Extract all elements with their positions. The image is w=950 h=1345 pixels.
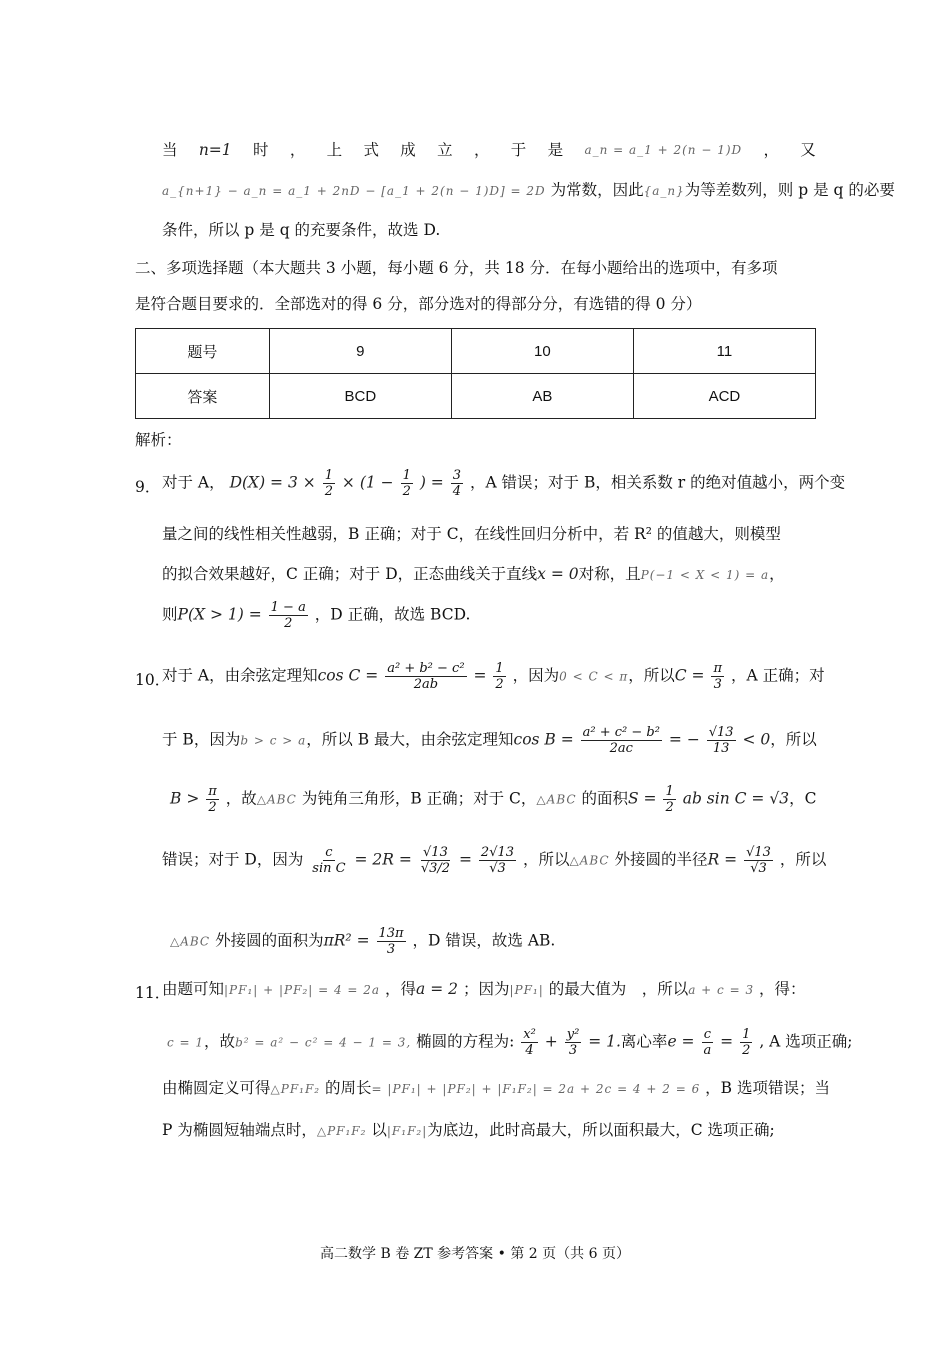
text: 则 [162, 605, 178, 624]
formula: |F₁F₂| [386, 1124, 428, 1138]
fraction [740, 1027, 752, 1058]
intro-word: n=1 [198, 141, 232, 159]
q10-line-3 [170, 784, 824, 815]
text: , A 选项正确; [759, 1032, 853, 1051]
text: 对于 A，由余弦定理知 [162, 666, 318, 685]
formula: × (1 − [341, 473, 394, 492]
triangle-symbol: △PF₁F₂ [316, 1124, 367, 1138]
q10-line-4 [162, 845, 827, 876]
numerator: π [208, 784, 217, 799]
text: 对称，且 [578, 565, 641, 583]
q10-line-2 [162, 725, 816, 756]
text: ，C [789, 789, 817, 808]
text: ，所以 [770, 730, 817, 749]
intro-word: 又 [800, 141, 816, 159]
text: ，所以 [628, 666, 675, 685]
numerator: a² + b² − c² [387, 661, 465, 676]
q9-line-3 [162, 562, 816, 587]
formula: B > [170, 789, 200, 808]
triangle-symbol: △ABC [569, 853, 610, 868]
section-2-instructions: 是符合题目要求的．全部选对的得 6 分，部分选对的得部分分，有选错的得 0 分） [135, 295, 702, 313]
triangle-symbol: △ABC [256, 792, 297, 807]
intro-word: ， [763, 141, 779, 159]
text: 的最大值为 ，所以 [548, 980, 689, 998]
text: 椭圆的方程为: [416, 1032, 515, 1051]
fraction [744, 845, 773, 876]
numerator: 1 [324, 468, 333, 483]
q10-line-5 [170, 926, 824, 957]
numerator: 1 [742, 1027, 751, 1042]
text: 的拟合效果越好，C 正确；对于 D，正态曲线关于直线 [162, 565, 538, 583]
formula: = |PF₁| + |PF₂| + |F₁F₂| = 2a + 2c = 4 + 2 = 6 [371, 1082, 701, 1096]
intro-line-2 [162, 178, 895, 203]
text: 的面积 [581, 789, 628, 808]
fraction [451, 468, 463, 499]
text: 为等差数列，则 p 是 q 的必要 [684, 181, 895, 199]
intro-word: 时 [252, 141, 269, 159]
q10-line-1 [162, 661, 825, 692]
denominator: sin C [312, 861, 346, 876]
formula: b² = a² − c² = 4 − 1 = 3, [235, 1035, 412, 1050]
q11-line-1 [162, 977, 816, 1002]
q11-line-2 [167, 1027, 853, 1058]
formula: = [473, 666, 487, 685]
formula: 0 < C < π [559, 669, 629, 684]
denominator: 3 [386, 942, 396, 957]
denominator: √3/2 [420, 861, 451, 876]
answer-label: 答案 [136, 374, 270, 419]
text: 为底边，此时高最大，所以面积最大，C 选项正确; [427, 1121, 775, 1139]
formula: < 0 [742, 730, 771, 749]
text: ， [769, 565, 785, 583]
fraction [663, 784, 675, 815]
header-label: 题号 [136, 329, 270, 374]
numerator: 3 [452, 468, 461, 483]
analysis-label: 解析： [135, 431, 182, 449]
q9-line-4 [162, 600, 816, 631]
text: 于 B，因为 [162, 730, 241, 749]
fraction [707, 725, 736, 756]
fraction [310, 845, 347, 876]
numerator: π [713, 661, 723, 676]
formula: R = [707, 850, 738, 869]
text: ，故 [225, 789, 257, 808]
denominator: 2 [324, 484, 333, 499]
denominator: a [703, 1043, 712, 1058]
q9-number: 9． [135, 478, 161, 496]
question-number: 11 [633, 329, 815, 374]
text: ，得 [385, 980, 417, 998]
text: ；因为 [462, 980, 510, 998]
formula: c = 1 [167, 1035, 205, 1050]
formula: P(−1 < X < 1) = a [640, 568, 770, 582]
formula: |PF₁| [509, 983, 544, 997]
fraction [377, 926, 406, 957]
numerator: x² [523, 1027, 536, 1042]
fraction [479, 845, 516, 876]
triangle-symbol: △ABC [536, 792, 577, 807]
denominator: 2 [665, 800, 674, 815]
formula: b > c > a [240, 733, 307, 748]
fraction [385, 661, 466, 692]
numerator: 1 − a [270, 600, 306, 615]
denominator: √3 [750, 861, 767, 876]
triangle-symbol: △ABC [170, 934, 211, 949]
intro-word: ， [289, 141, 306, 159]
denominator: 2 [742, 1043, 751, 1058]
text: 的周长 [325, 1079, 372, 1097]
table-row-answers [136, 374, 816, 419]
fraction [206, 784, 219, 815]
denominator: 3 [568, 1043, 578, 1058]
answer-table [135, 328, 816, 419]
text: ，得： [759, 980, 806, 998]
numerator: √13 [746, 845, 771, 860]
formula: = − [668, 730, 700, 749]
formula: + [544, 1032, 558, 1051]
formula: = [720, 1032, 734, 1051]
fraction [323, 468, 335, 499]
formula: cos C = [317, 666, 379, 685]
text: 为钝角三角形，B 正确；对于 C， [301, 789, 537, 808]
numerator: √13 [423, 845, 448, 860]
text: ，A 错误；对于 B，相关系数 r 的绝对值越小，两个变 [469, 473, 846, 492]
text: 对于 A， [162, 473, 225, 492]
q9-line-2: 量之间的线性相关性越弱，B 正确；对于 C，在线性回归分析中，若 R² 的值越大，则模型 [162, 525, 781, 543]
text: 外接圆的半径 [614, 850, 708, 869]
denominator: √3 [489, 861, 506, 876]
text: ，D 错误，故选 AB. [412, 931, 556, 950]
answer-value: BCD [269, 374, 451, 419]
text: ，因为 [512, 666, 560, 685]
page-footer: 高二数学 B 卷 ZT 参考答案 • 第 2 页（共 6 页） [320, 1246, 630, 1262]
denominator: 4 [525, 1043, 534, 1058]
answer-value: AB [451, 374, 633, 419]
fraction [401, 468, 413, 499]
text: ，D 正确，故选 BCD. [314, 605, 471, 624]
intro-word: a_n = a_1 + 2(n − 1)D [584, 143, 743, 157]
denominator: 13 [712, 741, 730, 756]
formula: = [458, 850, 472, 869]
denominator: 2 [284, 616, 293, 631]
denominator: 2ab [413, 677, 439, 692]
text: ，B 选项错误；当 [705, 1079, 830, 1097]
question-number: 9 [269, 329, 451, 374]
fraction [581, 725, 662, 756]
numerator: √13 [708, 725, 734, 740]
formula: |PF₁| + |PF₂| = 4 = 2a [224, 983, 381, 997]
question-number: 10 [451, 329, 633, 374]
sequence-symbol: {a_n} [643, 184, 685, 198]
intro-word: 于 [510, 141, 527, 159]
denominator: 2ac [609, 741, 633, 756]
answer-value: ACD [633, 374, 815, 419]
fraction [521, 1027, 538, 1058]
q11-number: 11． [135, 984, 171, 1002]
intro-word: 成 [400, 141, 416, 159]
numerator: 2√13 [480, 845, 515, 860]
text: ，所以 [522, 850, 570, 869]
text: ，所以 B 最大，由余弦定理知 [306, 730, 514, 749]
denominator: 2 [208, 800, 217, 815]
numerator: 1 [495, 661, 504, 676]
fraction [269, 600, 308, 631]
numerator: 1 [402, 468, 411, 483]
formula: D(X) = 3 × [229, 473, 316, 492]
intro-word: ， [473, 141, 490, 159]
fraction [711, 661, 724, 692]
text: ，所以 [779, 850, 827, 869]
intro-word: 上 [326, 141, 343, 159]
q11-line-3 [162, 1076, 830, 1101]
fraction [701, 1027, 713, 1058]
formula: πR² = [323, 931, 370, 950]
text: 以 [371, 1121, 387, 1139]
formula: S = [628, 789, 657, 808]
q11-line-4 [162, 1118, 816, 1143]
numerator: 13π [378, 926, 404, 941]
formula: a + c = 3 [688, 983, 755, 997]
section-2-title: 二、多项选择题（本大题共 3 小题，每小题 6 分，共 18 分．在每小题给出的选项中，有多项 [135, 259, 778, 277]
text: 错误；对于 D，因为 [162, 850, 304, 869]
sequence-difference-formula: a_{n+1} − a_n = a_1 + 2nD − [a_1 + 2(n − 1)D] = 2D [162, 184, 546, 198]
formula: a = 2 [416, 980, 458, 998]
text: ，A 正确；对 [730, 666, 825, 685]
formula: x = 0 [537, 565, 579, 583]
formula: e = [667, 1032, 695, 1051]
text: ，故 [204, 1032, 236, 1051]
formula: ab sin C = √3 [682, 789, 790, 808]
formula: P(X > 1) = [177, 605, 262, 624]
denominator: 2 [402, 484, 411, 499]
intro-word: 式 [363, 141, 379, 159]
intro-line-1 [162, 138, 816, 162]
numerator: c [703, 1027, 711, 1042]
denominator: 2 [495, 677, 504, 692]
fraction [565, 1027, 582, 1058]
text: 由题可知 [162, 980, 225, 998]
formula: C = [674, 666, 705, 685]
formula: ) = [419, 473, 444, 492]
intro-word: 当 [162, 141, 178, 159]
numerator: 1 [665, 784, 674, 799]
denominator: 3 [713, 677, 722, 692]
formula: = 2R = [354, 850, 412, 869]
q9-line-1 [162, 468, 846, 499]
formula: = 1. [588, 1032, 621, 1051]
numerator: y² [566, 1027, 580, 1042]
q10-number: 10． [135, 671, 171, 689]
fraction [419, 845, 452, 876]
text: 离心率 [620, 1032, 668, 1051]
formula: cos B = [513, 730, 574, 749]
text: 由椭圆定义可得 [162, 1079, 271, 1097]
text: P 为椭圆短轴端点时， [162, 1121, 317, 1139]
fraction [493, 661, 505, 692]
text: 为常数，因此 [550, 181, 644, 199]
numerator: c [325, 845, 333, 860]
triangle-symbol: △PF₁F₂ [270, 1082, 321, 1096]
intro-word: 立 [437, 141, 453, 159]
text: 外接圆的面积为 [215, 931, 324, 950]
table-row-header [136, 329, 816, 374]
numerator: a² + c² − b² [582, 725, 660, 740]
denominator: 4 [452, 484, 461, 499]
intro-line-3: 条件，所以 p 是 q 的充要条件，故选 D. [162, 221, 441, 239]
intro-word: 是 [547, 141, 564, 159]
